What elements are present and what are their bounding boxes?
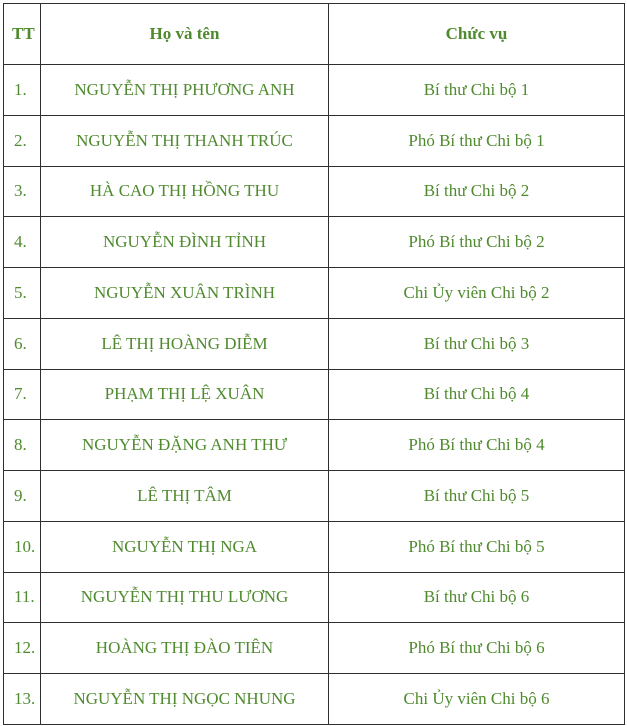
row-name: LÊ THỊ HOÀNG DIỄM [41,318,329,369]
header-index: TT [4,4,41,65]
row-index: 8. [4,420,41,471]
row-index: 13. [4,674,41,725]
row-name: PHẠM THỊ LỆ XUÂN [41,369,329,420]
row-index: 12. [4,623,41,674]
table-row [4,521,625,572]
table-row [4,217,625,268]
row-position: Chi Ủy viên Chi bộ 6 [329,674,625,725]
row-index: 11. [4,572,41,623]
table-row [4,471,625,522]
table-row [4,115,625,166]
table-row [4,65,625,116]
row-name: HÀ CAO THỊ HỒNG THU [41,166,329,217]
header-name: Họ và tên [41,4,329,65]
row-position: Phó Bí thư Chi bộ 6 [329,623,625,674]
members-table [3,3,625,725]
row-position: Bí thư Chi bộ 5 [329,471,625,522]
row-index: 1. [4,65,41,116]
row-position: Phó Bí thư Chi bộ 1 [329,115,625,166]
table-row [4,674,625,725]
row-name: NGUYỄN ĐÌNH TỈNH [41,217,329,268]
row-name: NGUYỄN THỊ NGA [41,521,329,572]
row-name: NGUYỄN ĐẶNG ANH THƯ [41,420,329,471]
row-position: Bí thư Chi bộ 4 [329,369,625,420]
header-position: Chức vụ [329,4,625,65]
row-name: HOÀNG THỊ ĐÀO TIÊN [41,623,329,674]
row-position: Bí thư Chi bộ 2 [329,166,625,217]
row-index: 5. [4,268,41,319]
row-position: Phó Bí thư Chi bộ 5 [329,521,625,572]
row-position: Phó Bí thư Chi bộ 4 [329,420,625,471]
row-position: Phó Bí thư Chi bộ 2 [329,217,625,268]
row-index: 2. [4,115,41,166]
table-header [4,4,625,65]
table-row [4,369,625,420]
row-name: LÊ THỊ TÂM [41,471,329,522]
row-position: Bí thư Chi bộ 3 [329,318,625,369]
row-index: 4. [4,217,41,268]
table-row [4,623,625,674]
table-row [4,572,625,623]
row-index: 3. [4,166,41,217]
table-row [4,420,625,471]
table-row [4,268,625,319]
row-index: 10. [4,521,41,572]
row-name: NGUYỄN THỊ THANH TRÚC [41,115,329,166]
header-row [4,4,625,65]
row-position: Bí thư Chi bộ 1 [329,65,625,116]
row-name: NGUYỄN THỊ NGỌC NHUNG [41,674,329,725]
table-row [4,166,625,217]
row-position: Chi Ủy viên Chi bộ 2 [329,268,625,319]
table-body [4,65,625,725]
row-position: Bí thư Chi bộ 6 [329,572,625,623]
row-name: NGUYỄN XUÂN TRÌNH [41,268,329,319]
table-row [4,318,625,369]
row-index: 7. [4,369,41,420]
row-name: NGUYỄN THỊ PHƯƠNG ANH [41,65,329,116]
row-name: NGUYỄN THỊ THU LƯƠNG [41,572,329,623]
row-index: 9. [4,471,41,522]
row-index: 6. [4,318,41,369]
